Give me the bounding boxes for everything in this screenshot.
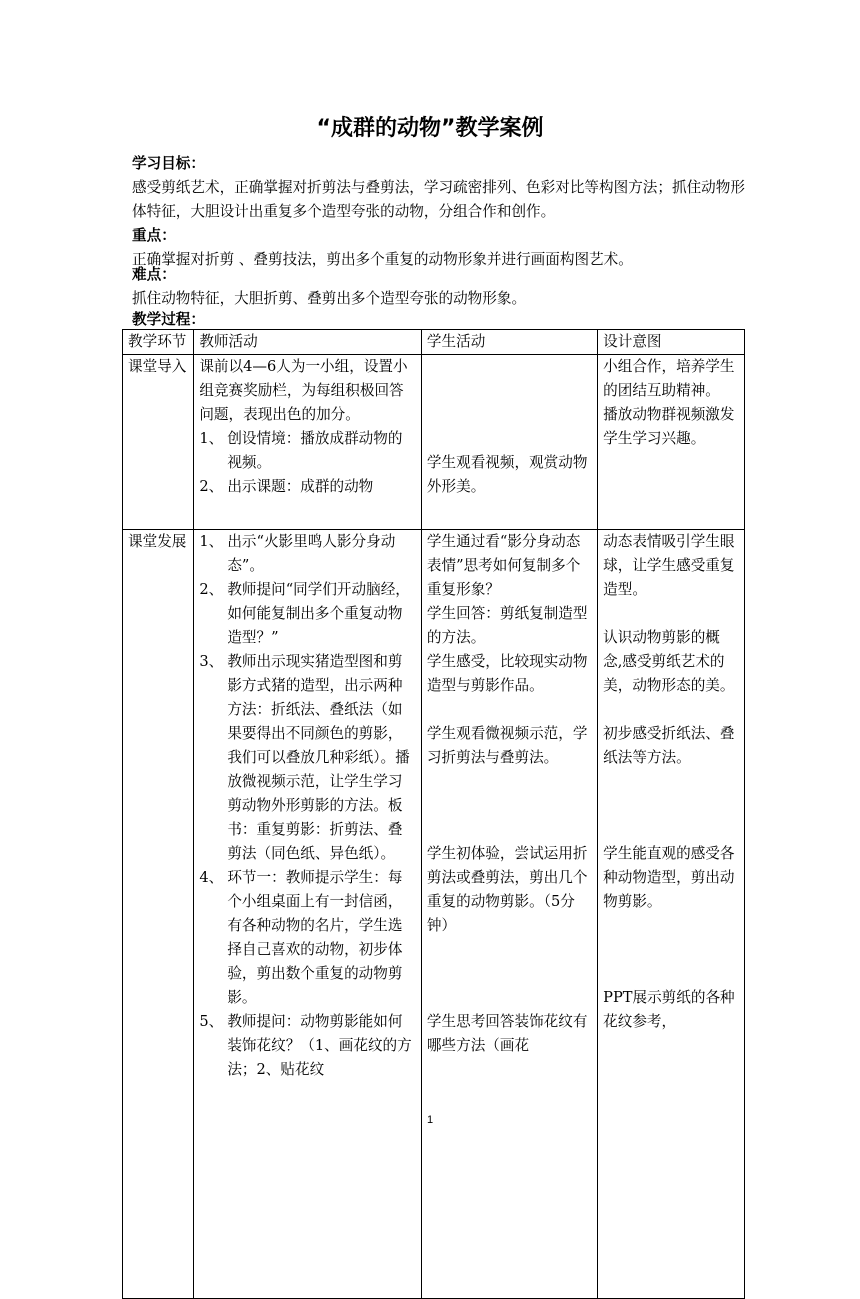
teacher-steps-list <box>199 427 416 499</box>
table-header-row <box>123 330 745 355</box>
page-title: “成群的动物”教学案例 <box>316 116 544 141</box>
student-activity-cell <box>421 530 597 1299</box>
design-intent-cell <box>598 530 745 1299</box>
table-row-development <box>123 530 745 1299</box>
difficulties-section <box>132 263 752 311</box>
intent-text: 播放动物群视频激发学生学习兴趣。 <box>603 406 735 447</box>
list-item: 1、 出示“火影里鸣人影分身动态”。 <box>199 533 396 574</box>
list-item: 5、 教师提问：动物剪影能如何装饰花纹？（1、画花纹的方法；2、贴花纹 <box>199 1013 412 1078</box>
list-item: 4、 环节一：教师提示学生：每个小组桌面上有一封信函，有各种动物的名片，学生选择自己喜欢的动物，初步体验，剪出数个重复的动物剪影。 <box>199 869 403 1006</box>
header-student: 学生活动 <box>421 330 597 355</box>
student-activity-text: 学生回答：剪纸复制造型的方法。 <box>426 605 588 646</box>
key-points-heading: 重点： <box>132 227 176 244</box>
intent-text: 认识动物剪影的概念,感受剪纸艺术的美，动物形态的美。 <box>603 629 735 694</box>
intent-text: 初步感受折纸法、叠纸法等方法。 <box>603 725 735 766</box>
design-intent-cell <box>598 355 745 530</box>
list-item: 2、 教师提问“同学们开动脑经，如何能复制出多个重复动物造型？” <box>199 581 410 646</box>
teacher-steps-list <box>199 530 416 1082</box>
intent-text: 小组合作，培养学生的团结互助精神。 <box>603 358 735 399</box>
teacher-intro-text: 课前以4—6人为一小组，设置小组竞赛奖励栏，为每组积极回答问题，表现出色的加分。 <box>199 358 408 423</box>
student-activity-text: 学生通过看“影分身动态表情”思考如何复制多个重复形象？ <box>426 533 581 598</box>
objectives-heading: 学习目标： <box>132 155 205 172</box>
key-points-text: 正确掌握对折剪 、叠剪技法，剪出多个重复的动物形象并进行画面构图艺术。 <box>132 251 633 268</box>
list-item: 1、 创设情境：播放成群动物的视频。 <box>199 430 403 471</box>
header-teacher: 教师活动 <box>194 330 422 355</box>
intent-text: PPT展示剪纸的各种花纹参考， <box>603 989 735 1030</box>
lesson-table <box>122 329 745 1299</box>
list-item: 2、 出示课题：成群的动物 <box>199 478 374 495</box>
student-activity-cell <box>421 355 597 530</box>
objectives-section <box>132 152 752 224</box>
student-activity-text: 学生观看视频，观赏动物外形美。 <box>426 454 588 495</box>
student-activity-text: 学生感受，比较现实动物造型与剪影作品。 <box>426 653 588 694</box>
student-activity-text: 学生思考回答装饰花纹有哪些方法（画花 <box>426 1013 588 1054</box>
list-item: 3、 教师出示现实猪造型图和剪影方式猪的造型，出示两种方法：折纸法、叠纸法（如果要得出不同颜色的剪影，我们可以叠放几种彩纸）。播放微视频示范，让学生学习剪动物外形剪影的方法。板书：重复剪影：折剪法、叠剪法（同色纸、异色纸）。 <box>199 653 410 862</box>
page-number: 1 <box>426 1114 434 1126</box>
stage-cell: 课堂发展 <box>123 530 194 1299</box>
header-intent: 设计意图 <box>598 330 745 355</box>
header-stage: 教学环节 <box>123 330 194 355</box>
stage-cell: 课堂导入 <box>123 355 194 530</box>
student-activity-text: 学生初体验，尝试运用折剪法或叠剪法，剪出几个重复的动物剪影。（5分钟） <box>426 845 588 934</box>
teacher-activity-cell <box>194 530 422 1299</box>
objectives-text: 感受剪纸艺术，正确掌握对折剪法与叠剪法，学习疏密排列、色彩对比等构图方法；抓住动物形体特征，大胆设计出重复多个造型夸张的动物，分组合作和创作。 <box>132 179 745 220</box>
intent-text: 学生能直观的感受各种动物造型，剪出动物剪影。 <box>603 845 735 910</box>
teacher-activity-cell <box>194 355 422 530</box>
process-heading: 教学过程： <box>132 311 205 328</box>
table-row-intro <box>123 355 745 530</box>
difficulties-text: 抓住动物特征，大胆折剪、叠剪出多个造型夸张的动物形象。 <box>132 290 527 307</box>
intent-text: 动态表情吸引学生眼球，让学生感受重复造型。 <box>603 533 735 598</box>
student-activity-text: 学生观看微视频示范，学习折剪法与叠剪法。 <box>426 725 588 766</box>
difficulties-heading: 难点： <box>132 266 176 283</box>
